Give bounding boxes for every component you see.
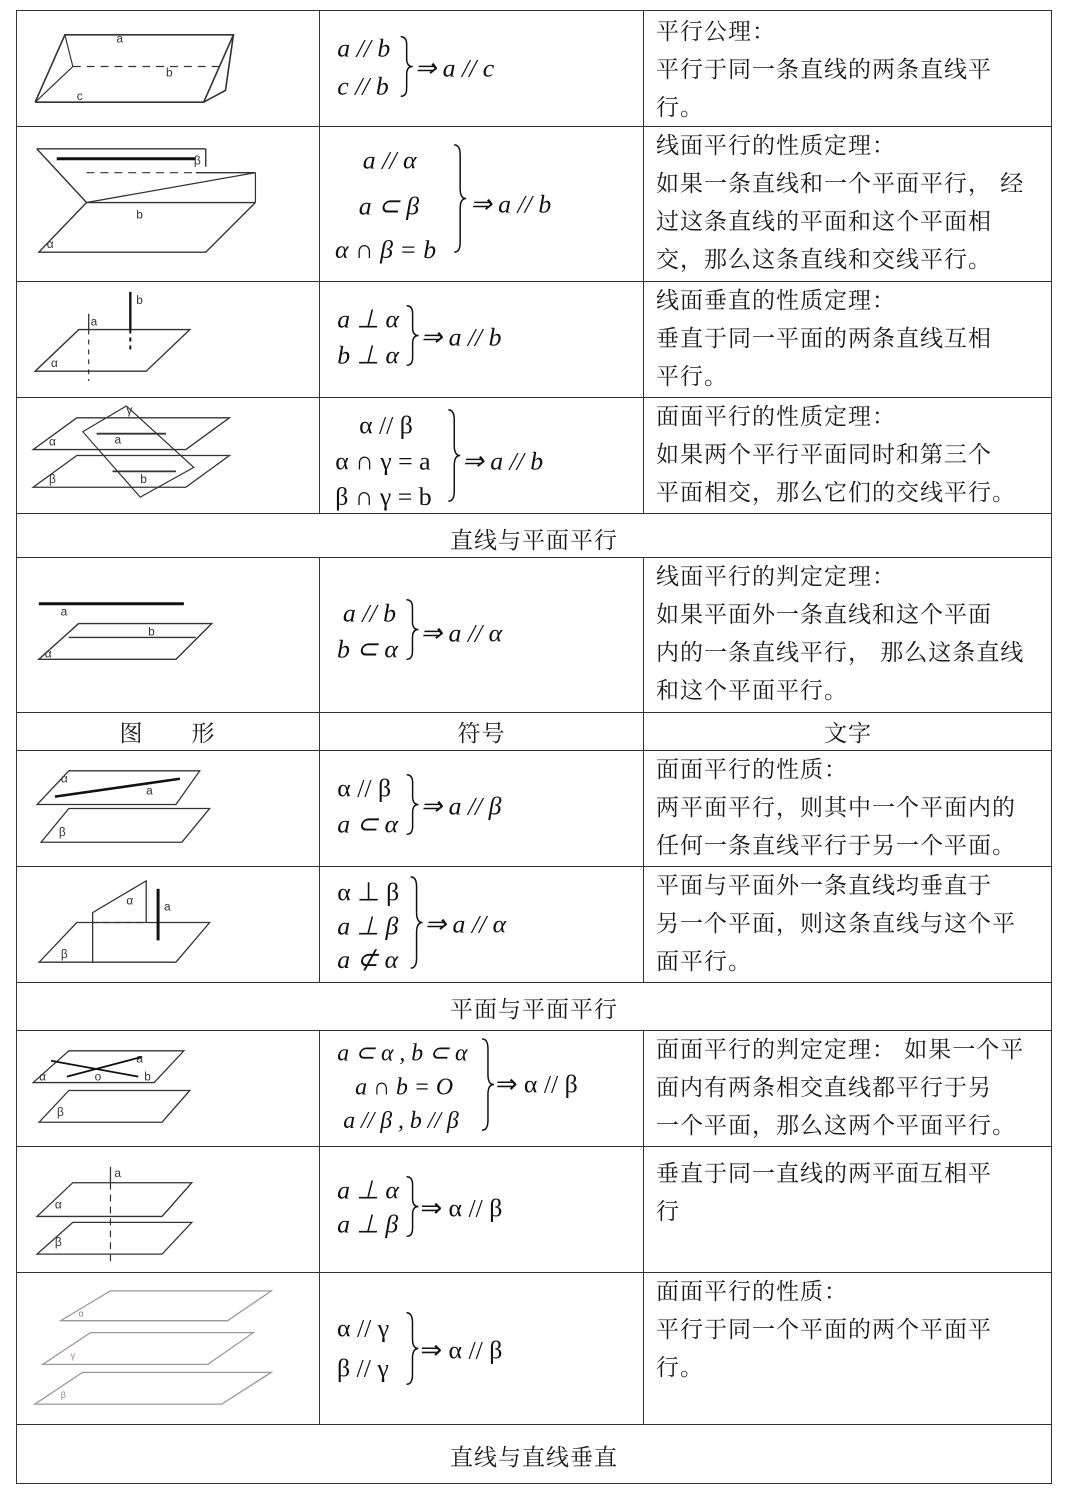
figure-cell <box>16 751 319 866</box>
premise-1: a ⊥ α <box>337 304 400 334</box>
label-a: a <box>136 1051 143 1066</box>
theorem-line: 和这个平面平行。 <box>656 678 848 704</box>
conclusion: ⇒ a // α <box>420 618 503 648</box>
theorem-line: 过这条直线的平面和这个平面相 <box>656 209 992 235</box>
label-c: c <box>76 89 83 104</box>
formula-cell <box>319 558 643 712</box>
conclusion: ⇒ α // β <box>420 1335 503 1365</box>
theorem-title: 面面平行的性质定理： <box>656 404 896 430</box>
formula-cell <box>319 1273 643 1424</box>
formula <box>334 1147 634 1272</box>
theorem-title: 面面平行的性质： <box>656 757 848 783</box>
label-a: a <box>114 432 122 447</box>
text-cell <box>643 127 1052 281</box>
theorem-line: 面平行。 <box>656 949 752 975</box>
theorem-line: 行 <box>656 1199 680 1225</box>
conclusion: ⇒ a // β <box>420 791 502 821</box>
label-alpha: α <box>126 893 134 908</box>
premise-2: a ⊥ β <box>337 1209 399 1239</box>
label-b: b <box>166 65 173 80</box>
table-row <box>16 1030 1052 1146</box>
theorem-line: 垂直于同一平面的两条直线互相 <box>656 326 992 352</box>
theorem-title: 平行公理： <box>656 19 776 45</box>
label-a: a <box>90 314 98 329</box>
table-row <box>16 1146 1052 1272</box>
table-row <box>16 397 1052 513</box>
conclusion: ⇒ a // α <box>424 909 507 939</box>
table-row <box>16 10 1052 126</box>
theorem-line: 面内有两条相交直线都平行于另 <box>656 1075 992 1101</box>
premise-2: a ⊂ β <box>358 191 420 221</box>
header-symbol: 符号 <box>457 721 506 747</box>
label-alpha: α <box>54 1197 62 1212</box>
figure-cell <box>16 1031 319 1146</box>
label-beta: β <box>54 1235 62 1250</box>
theorem-title: 线面平行的性质定理： <box>656 133 896 159</box>
formula-cell <box>319 751 643 866</box>
figure-cell <box>16 558 319 712</box>
premise-3: α ∩ β = b <box>334 235 437 265</box>
table-row <box>16 557 1052 712</box>
plane-line-figure <box>16 127 319 281</box>
prism-figure <box>16 11 319 126</box>
label-beta: β <box>49 472 56 487</box>
table-row <box>16 750 1052 866</box>
parallel-planes-figure <box>16 751 319 866</box>
text-cell <box>643 398 1052 513</box>
conclusion: ⇒ a // b <box>470 189 552 219</box>
text-cell <box>643 867 1052 982</box>
section-row <box>16 1424 1052 1484</box>
conclusion: ⇒ a // b <box>420 322 502 352</box>
formula <box>334 282 634 397</box>
header-figure: 图 形 <box>119 721 216 747</box>
formula-cell <box>319 867 643 982</box>
theorem-line: 面面平行的判定定理： 如果一个平 <box>656 1037 1025 1063</box>
theorem-title: 线面平行的判定定理： <box>656 564 896 590</box>
three-planes-figure <box>16 398 319 513</box>
theorem-line: 一个平面，那么这两个平面平行。 <box>656 1113 1016 1139</box>
label-gamma: γ <box>70 1350 76 1361</box>
premise-1: α // β <box>337 773 392 803</box>
formula-cell <box>319 282 643 397</box>
theorem-line: 垂直于同一直线的两平面互相平 <box>656 1161 992 1187</box>
premise-3: a ⊄ α <box>337 945 399 975</box>
conclusion: ⇒ α // β <box>495 1069 578 1099</box>
theorem-line: 交，那么这条直线和交线平行。 <box>656 247 992 273</box>
theorem-line: 内的一条直线平行， 那么这条直线 <box>656 640 1025 666</box>
perpendicular-lines-figure <box>16 282 319 397</box>
formula-cell <box>319 127 643 281</box>
theorem-title: 线面垂直的性质定理： <box>656 288 896 314</box>
label-alpha: α <box>78 1308 84 1319</box>
premise-2: b ⊂ α <box>336 634 398 664</box>
text-cell <box>643 1147 1052 1272</box>
label-alpha: α <box>51 356 58 371</box>
premise-2: a ∩ b = O <box>355 1074 454 1101</box>
three-parallel-planes-figure <box>16 1273 319 1424</box>
section-title: 平面与平面平行 <box>450 997 618 1023</box>
figure-cell <box>16 1147 319 1272</box>
formula <box>334 867 634 982</box>
theorem-title: 面面平行的性质： <box>656 1279 848 1305</box>
line-plane-parallel-figure <box>16 558 319 712</box>
label-a: a <box>116 31 124 46</box>
label-a: a <box>146 783 153 798</box>
table-row <box>16 1272 1052 1424</box>
premise-1: a ⊥ α <box>337 1175 399 1205</box>
theorem-line: 行。 <box>656 95 704 121</box>
label-b: b <box>148 624 155 639</box>
figure-cell <box>16 282 319 397</box>
intersecting-lines-planes-figure <box>16 1031 319 1146</box>
label-beta: β <box>60 1390 66 1401</box>
section-row <box>16 513 1052 557</box>
label-b: b <box>136 207 143 222</box>
text-cell <box>643 282 1052 397</box>
premise-2: b ⊥ α <box>337 340 400 370</box>
label-beta: β <box>56 1105 64 1120</box>
premise-2: β // γ <box>336 1353 389 1383</box>
label-alpha: α <box>44 646 52 661</box>
label-beta: β <box>193 153 201 168</box>
premise-1: α // γ <box>336 1313 390 1343</box>
formula <box>334 1273 634 1424</box>
text-cell <box>643 558 1052 712</box>
premise-1: a ⊂ α , b ⊂ α <box>337 1040 468 1067</box>
theorem-line: 平行于同一条直线的两条直线平 <box>656 57 992 83</box>
formula-cell <box>319 398 643 513</box>
conclusion: ⇒ α // β <box>420 1193 503 1223</box>
formula-cell <box>319 11 643 126</box>
header-text: 文字 <box>824 721 872 747</box>
premise-1: a // b <box>342 598 397 628</box>
figure-cell <box>16 398 319 513</box>
label-alpha: α <box>39 1069 46 1084</box>
text-cell <box>643 751 1052 866</box>
label-b: b <box>136 292 143 307</box>
formula <box>334 751 634 866</box>
figure-cell <box>16 11 319 126</box>
formula <box>334 1031 634 1146</box>
figure-cell <box>16 127 319 281</box>
text-cell <box>643 1031 1052 1146</box>
premise-1: α ⊥ β <box>337 877 400 907</box>
premise-2: c // b <box>337 71 389 101</box>
figure-cell <box>16 867 319 982</box>
label-a: a <box>60 604 68 619</box>
label-b: b <box>144 1069 151 1084</box>
label-alpha: α <box>60 771 68 786</box>
formula <box>334 558 634 712</box>
label-b: b <box>140 472 147 487</box>
label-alpha: α <box>49 434 56 449</box>
formula <box>334 398 634 513</box>
premise-1: a // b <box>337 33 391 63</box>
formula <box>334 11 634 126</box>
section-row <box>16 982 1052 1030</box>
theorem-line: 行。 <box>656 1355 704 1381</box>
line-perpendicular-planes-figure <box>16 1147 319 1272</box>
premise-3: β ∩ γ = b <box>335 482 432 512</box>
text-cell <box>643 11 1052 126</box>
text-cell <box>643 1273 1052 1424</box>
premise-1: a // α <box>362 145 417 175</box>
table-row <box>16 126 1052 281</box>
section-title: 直线与直线垂直 <box>450 1445 618 1471</box>
table-row <box>16 866 1052 982</box>
formula-cell <box>319 1031 643 1146</box>
theorem-table <box>16 10 1052 1484</box>
conclusion: ⇒ a // c <box>414 53 495 83</box>
table-row <box>16 281 1052 397</box>
theorem-line: 如果一条直线和一个平面平行， 经 <box>656 171 1025 197</box>
conclusion: ⇒ a // b <box>462 446 544 476</box>
theorem-line: 两平面平行，则其中一个平面内的 <box>656 795 1016 821</box>
label-a: a <box>114 1165 122 1180</box>
formula-cell <box>319 1147 643 1272</box>
theorem-line: 平行。 <box>656 364 728 390</box>
label-o: o <box>94 1069 102 1084</box>
theorem-line: 平面与平面外一条直线均垂直于 <box>656 873 992 899</box>
theorem-line: 任何一条直线平行于另一个平面。 <box>656 833 1016 859</box>
premise-1: α // β <box>359 410 413 440</box>
label-a: a <box>164 899 171 914</box>
label-beta: β <box>60 947 68 962</box>
premise-3: a // β , b // β <box>343 1108 459 1135</box>
premise-2: a ⊂ α <box>337 809 399 839</box>
label-beta: β <box>58 825 66 840</box>
theorem-line: 平面相交，那么它们的交线平行。 <box>656 480 1016 506</box>
premise-2: a ⊥ β <box>337 911 399 941</box>
formula <box>334 127 634 281</box>
figure-cell <box>16 1273 319 1424</box>
header-row <box>16 712 1052 750</box>
label-alpha: α <box>46 237 54 252</box>
theorem-line: 平行于同一个平面的两个平面平 <box>656 1317 992 1343</box>
label-gamma: γ <box>126 402 133 417</box>
section-title: 直线与平面平行 <box>450 528 618 554</box>
perpendicular-plane-figure <box>16 867 319 982</box>
premise-2: α ∩ γ = a <box>335 446 431 476</box>
theorem-line: 如果两个平行平面同时和第三个 <box>656 442 992 468</box>
theorem-line: 如果平面外一条直线和这个平面 <box>656 602 992 628</box>
theorem-line: 另一个平面，则这条直线与这个平 <box>656 911 1016 937</box>
